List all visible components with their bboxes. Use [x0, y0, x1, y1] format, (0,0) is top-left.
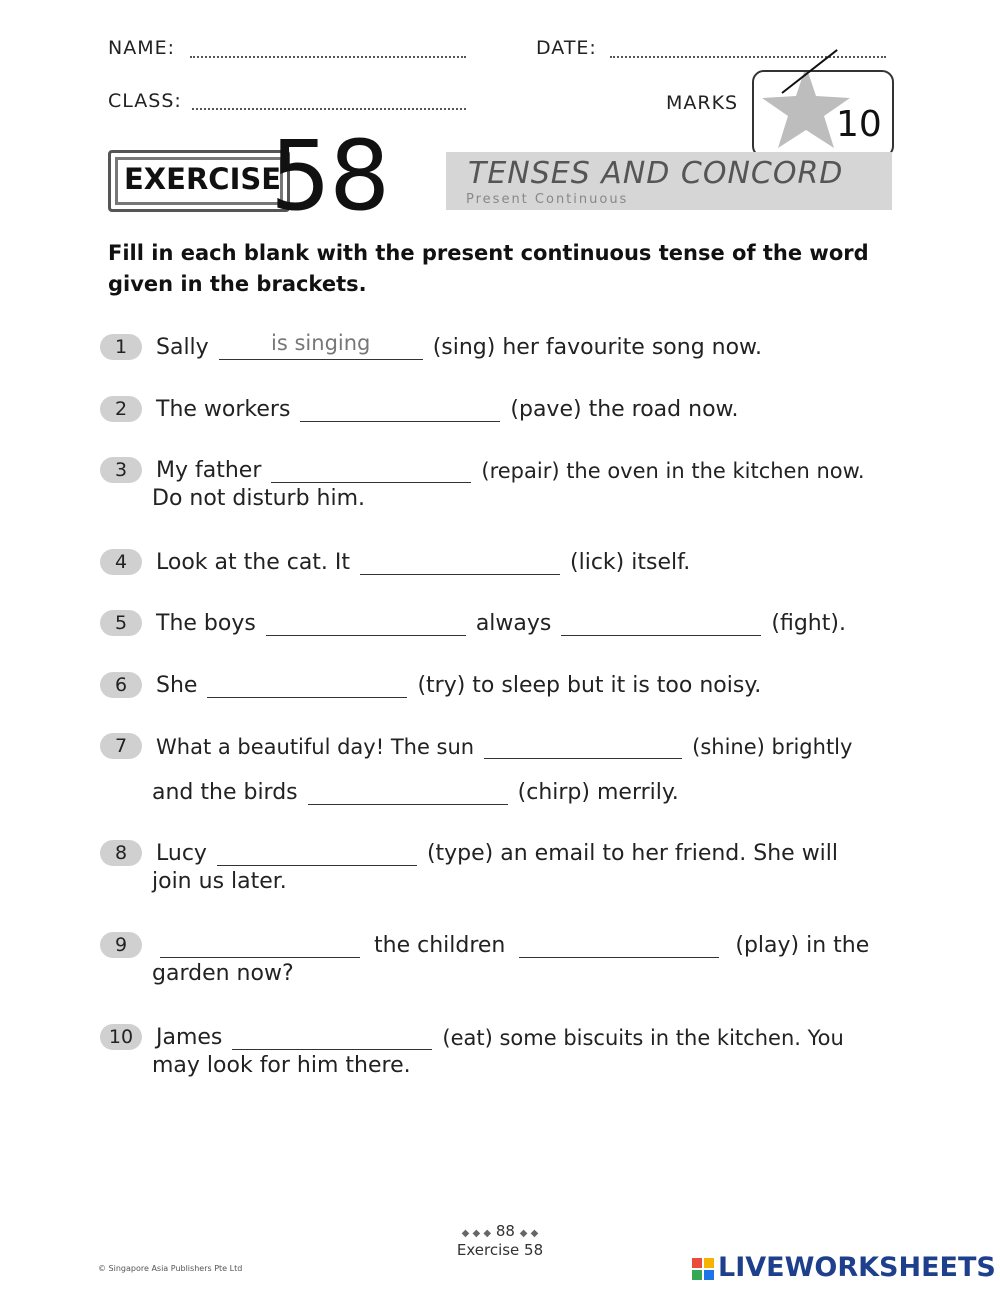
answer-blank[interactable] — [300, 397, 500, 422]
question-1 — [100, 328, 900, 360]
question-10 — [100, 1018, 900, 1082]
question-text: (fight). — [771, 611, 846, 636]
question-7 — [100, 727, 900, 805]
question-number: 7 — [100, 733, 142, 759]
question-number: 10 — [100, 1024, 142, 1050]
question-text: (play) in the — [735, 933, 870, 958]
date-field[interactable] — [610, 56, 886, 58]
question-text: She — [156, 673, 198, 698]
copyright: © Singapore Asia Publishers Pte Ltd — [98, 1264, 243, 1273]
question-text-line2: join us later. — [152, 869, 287, 894]
question-text-line2: garden now? — [152, 961, 294, 986]
question-number: 5 — [100, 610, 142, 636]
question-text: James — [156, 1025, 223, 1050]
page-label: Exercise 58 — [456, 1241, 544, 1259]
answer-blank[interactable] — [519, 933, 719, 958]
question-text: (repair) the oven in the kitchen now. — [481, 459, 865, 483]
question-8 — [100, 834, 900, 898]
question-9 — [100, 926, 900, 990]
answer-blank[interactable] — [232, 1025, 432, 1050]
answer-blank[interactable] — [266, 611, 466, 636]
question-6 — [100, 666, 900, 698]
question-5 — [100, 604, 900, 636]
topic-subtitle: Present Continuous — [466, 192, 629, 207]
question-number: 3 — [100, 457, 142, 483]
answer-blank[interactable] — [561, 611, 761, 636]
question-text: always — [475, 611, 552, 636]
exercise-label: EXERCISE — [124, 162, 282, 196]
liveworksheets-logo-icon — [692, 1258, 714, 1280]
class-field[interactable] — [192, 108, 466, 110]
question-text: (type) an email to her friend. She will — [426, 841, 839, 866]
answer-blank[interactable] — [360, 550, 560, 575]
question-text: (pave) the road now. — [510, 397, 739, 422]
topic-title: TENSES AND CONCORD — [468, 156, 844, 191]
question-text: (sing) her favourite song now. — [432, 335, 763, 360]
instruction: Fill in each blank with the present continuous tense of the word given in the brackets. — [108, 241, 869, 296]
answer-blank[interactable] — [207, 673, 407, 698]
answer-text: is singing — [271, 331, 371, 355]
question-text: and the birds — [152, 780, 298, 805]
brand-logo[interactable]: LIVEWORKSHEETS — [718, 1252, 996, 1283]
question-text: Look at the cat. It — [156, 550, 351, 575]
class-label: CLASS: — [108, 90, 182, 112]
question-number: 2 — [100, 396, 142, 422]
exercise-number: 58 — [270, 120, 389, 232]
question-text: (lick) itself. — [570, 550, 691, 575]
answer-blank[interactable] — [308, 780, 508, 805]
question-number: 8 — [100, 840, 142, 866]
marks-label: MARKS — [666, 92, 739, 114]
question-number: 9 — [100, 932, 142, 958]
answer-blank[interactable] — [217, 841, 417, 866]
question-2 — [100, 390, 900, 422]
name-field[interactable] — [190, 56, 466, 58]
question-number: 1 — [100, 334, 142, 360]
answer-blank[interactable] — [160, 933, 360, 958]
question-text: (eat) some biscuits in the kitchen. You — [442, 1026, 844, 1050]
date-label: DATE: — [536, 37, 597, 59]
marks-total: 10 — [836, 104, 882, 145]
answer-blank[interactable] — [484, 734, 682, 759]
question-text: The boys — [156, 611, 256, 636]
question-text: the children — [374, 933, 506, 958]
question-text: The workers — [156, 397, 291, 422]
page-number-row — [440, 1222, 560, 1240]
page-number: 88 — [495, 1222, 515, 1240]
question-4 — [100, 543, 900, 575]
question-text: (try) to sleep but it is too noisy. — [417, 673, 762, 698]
question-text-line2: may look for him there. — [152, 1053, 411, 1078]
diamond-ornament-icon: ◆ ◆ ◆ — [461, 1228, 492, 1239]
question-3 — [100, 451, 900, 515]
question-text-line2: Do not disturb him. — [152, 486, 366, 511]
question-number: 4 — [100, 549, 142, 575]
question-text: Sally — [156, 335, 209, 360]
question-text: My father — [156, 458, 262, 483]
question-text: (chirp) merrily. — [517, 780, 679, 805]
answer-blank[interactable] — [271, 458, 471, 483]
answer-blank[interactable] — [219, 331, 423, 360]
question-number: 6 — [100, 672, 142, 698]
question-text: (shine) brightly — [692, 735, 853, 759]
question-text: Lucy — [156, 841, 207, 866]
name-label: NAME: — [108, 37, 176, 59]
question-text: What a beautiful day! The sun — [156, 735, 475, 759]
diamond-ornament-icon: ◆ ◆ — [519, 1228, 539, 1239]
